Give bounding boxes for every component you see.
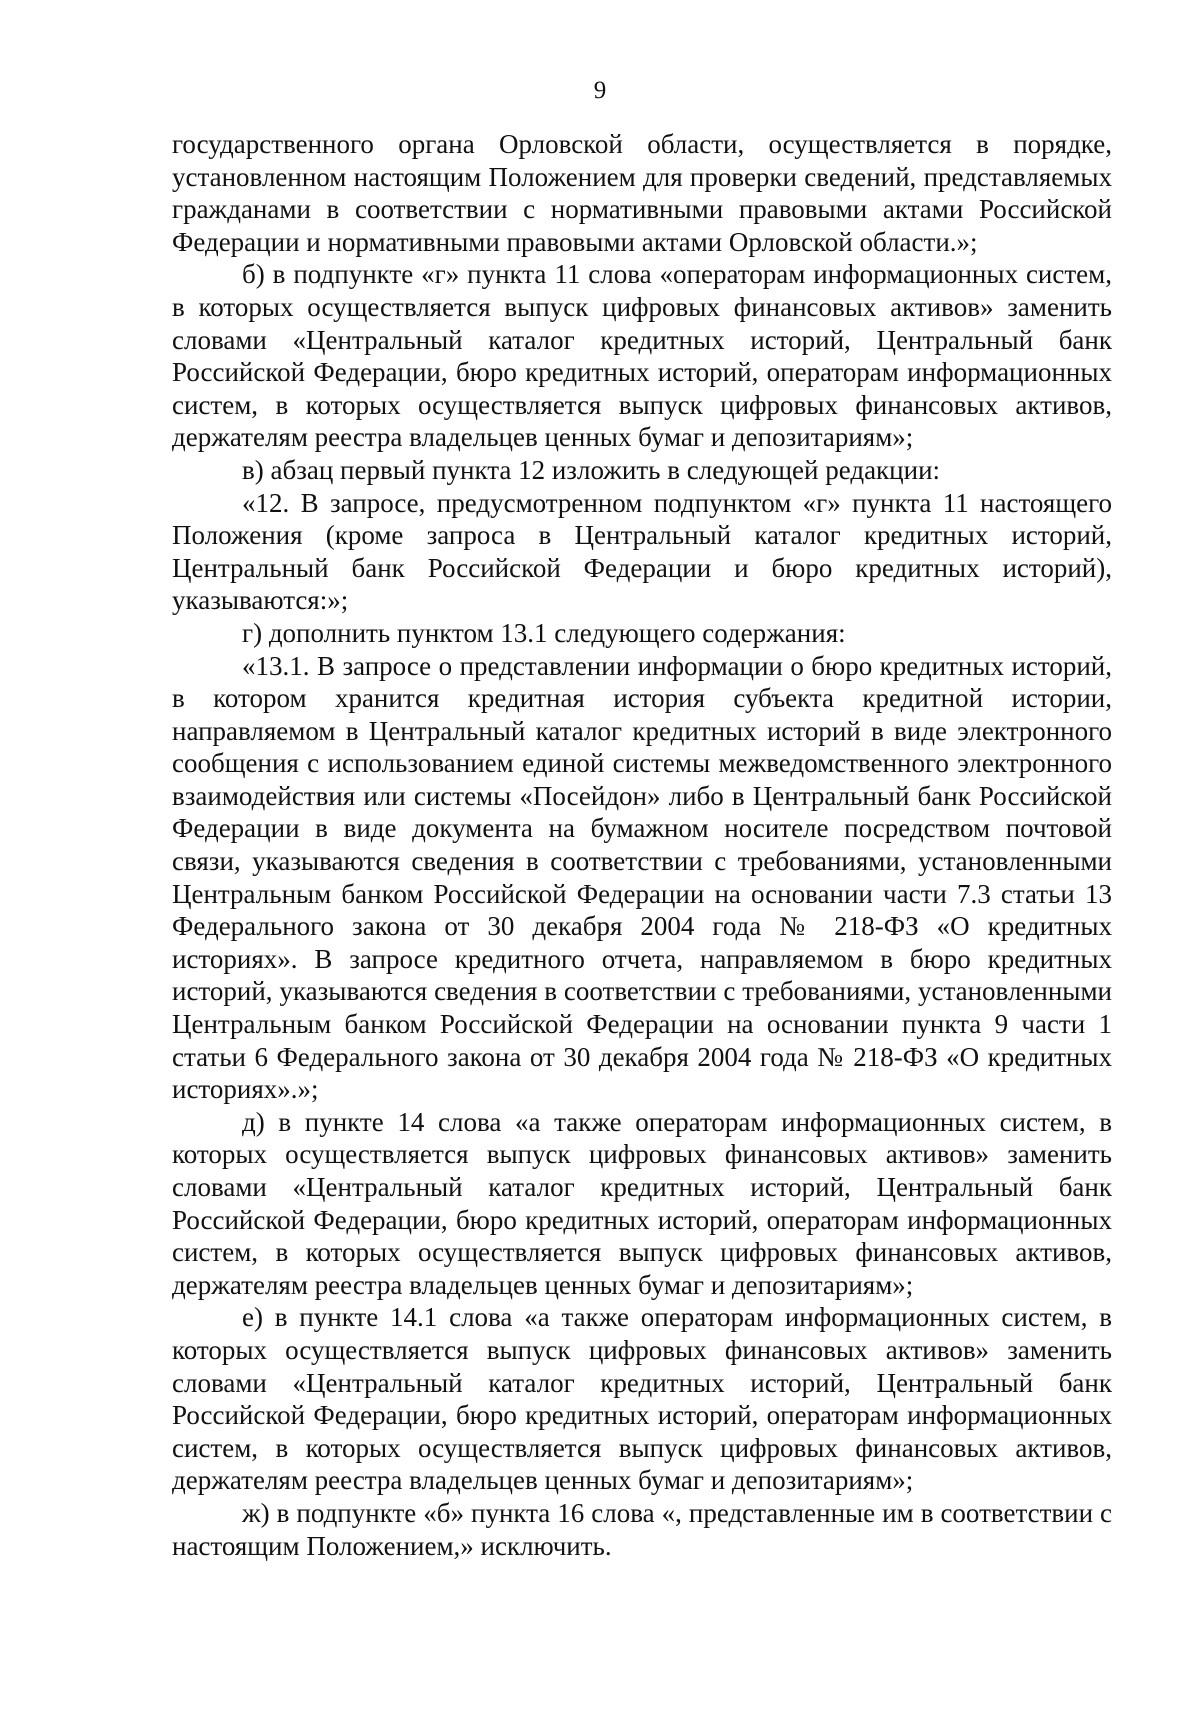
paragraph-subitem-zh: ж) в подпункте «б» пункта 16 слова «, представленные им в соответствии с настоящим Положением,» исключить. [172, 1497, 1112, 1561]
paragraph-subitem-b: б) в подпункте «г» пункта 11 слова «операторам информационных систем, в которых осуществляется выпуск цифровых финансовых активов» заменить словами «Центральный каталог кредитных историй, Центральный банк Российской Федерации, бюро кредитных историй, операторам информационных систем, в которых осуществляется выпуск цифровых финансовых активов, держателям реестра владельцев ценных бумаг и депозитариям»; [172, 259, 1112, 453]
paragraph-subitem-d: д) в пункте 14 слова «а также операторам информационных систем, в которых осуществляется выпуск цифровых финансовых активов» заменить словами «Центральный каталог кредитных историй, Центральный банк Российской Федерации, бюро кредитных историй, операторам информационных систем, в которых осуществляется выпуск цифровых финансовых активов, держателям реестра владельцев ценных бумаг и депозитариям»; [172, 1106, 1112, 1300]
page-number: 9 [593, 77, 607, 104]
paragraph-item-13-1-text: «13.1. В запросе о представлении информации о бюро кредитных историй, в котором хранится кредитная история субъекта кредитной истории, направляемом в Центральный каталог кредитных историй в виде электронного сообщения с использованием единой системы межведомственного электронного взаимодействия или системы «Посейдон» либо в Центральный банк Российской Федерации в виде документа на бумажном носителе посредством почтовой связи, указываются сведения в соответствии с требованиями, установленными Центральным банком Российской Федерации на основании части 7.3 статьи 13 Федерального закона от 30 декабря 2004 года № 218-ФЗ «О кредитных историях». В запросе кредитного отчета, направляемом в бюро кредитных историй, указываются сведения в соответствии с требованиями, установленными Центральным банком Российской Федерации на основании пункта 9 части 1 статьи 6 Федерального закона от 30 декабря 2004 года № 218-ФЗ «О кредитных историях».»; [172, 650, 1112, 1105]
paragraph-subitem-g: г) дополнить пунктом 13.1 следующего содержания: [242, 617, 846, 648]
paragraph-subitem-e: е) в пункте 14.1 слова «а также операторам информационных систем, в которых осуществляется выпуск цифровых финансовых активов» заменить словами «Центральный каталог кредитных историй, Центральный банк Российской Федерации, бюро кредитных историй, операторам информационных систем, в которых осуществляется выпуск цифровых финансовых активов, держателям реестра владельцев ценных бумаг и депозитариям»; [172, 1302, 1112, 1496]
document-body [172, 128, 1112, 1562]
paragraph-continuation: государственного органа Орловской области, осуществляется в порядке, установленном настоящим Положением для проверки сведений, представляемых гражданами в соответствии с нормативными правовыми актами Российской Федерации и нормативными правовыми актами Орловской области.»; [172, 129, 1112, 257]
paragraph-item-12-text: «12. В запросе, предусмотренном подпунктом «г» пункта 11 настоящего Положения (кроме запроса в Центральный каталог кредитных историй, Центральный банк Российской Федерации и бюро кредитных историй), указываются:»; [172, 487, 1112, 616]
paragraph-subitem-v: в) абзац первый пункта 12 изложить в следующей редакции: [242, 454, 941, 485]
